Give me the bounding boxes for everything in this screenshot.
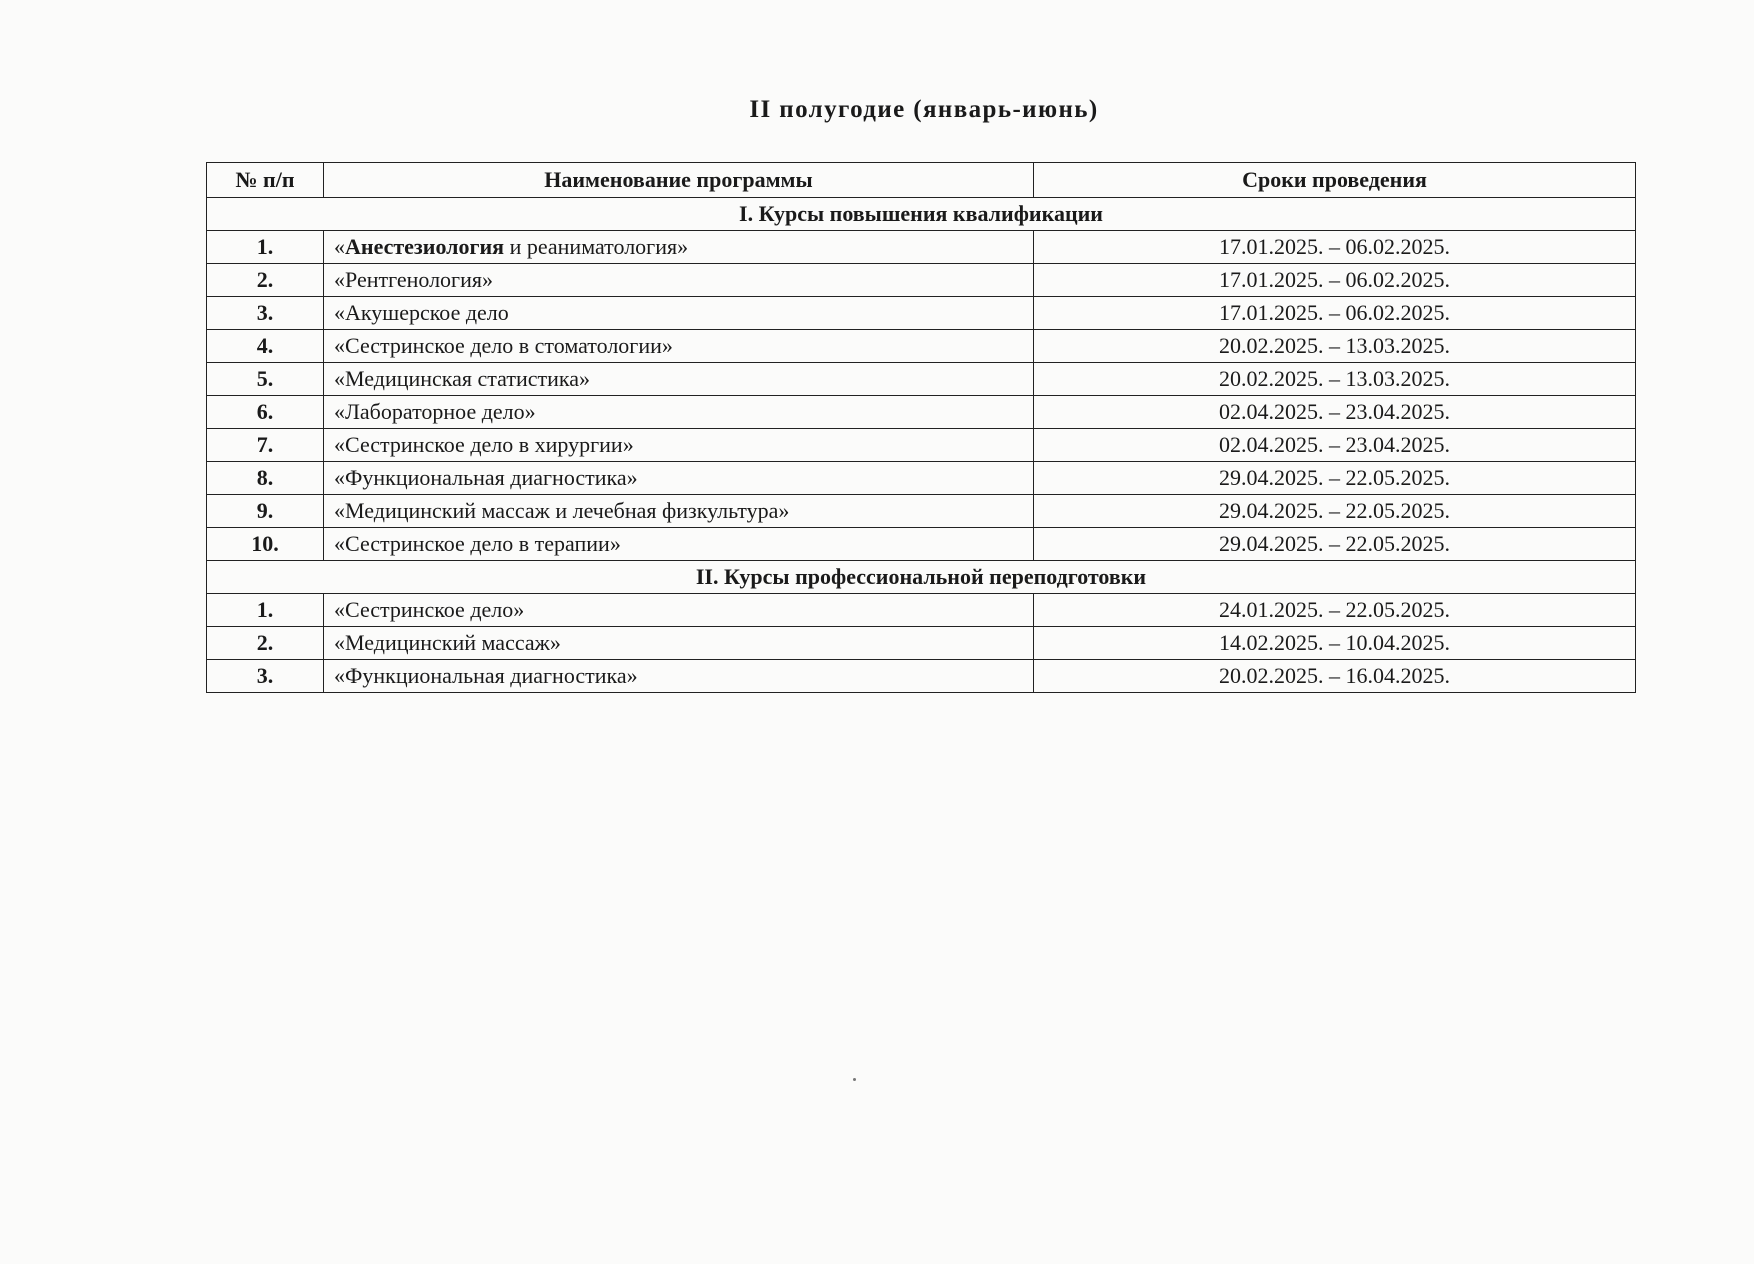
program-name: «Сестринское дело в хирургии» bbox=[324, 429, 1034, 462]
page-title: II полугодие (январь-июнь) bbox=[749, 96, 1099, 123]
table-row bbox=[207, 528, 1636, 561]
program-name: «Сестринское дело в стоматологии» bbox=[324, 330, 1034, 363]
table-row bbox=[207, 462, 1636, 495]
row-number: 10. bbox=[207, 528, 324, 561]
program-name-emphasis: Анестезиология bbox=[345, 234, 505, 259]
program-name: «Лабораторное дело» bbox=[324, 396, 1034, 429]
row-number: 1. bbox=[207, 231, 324, 264]
section-row bbox=[207, 198, 1636, 231]
row-number: 1. bbox=[207, 594, 324, 627]
program-name: «Рентгенология» bbox=[324, 264, 1034, 297]
table-row bbox=[207, 231, 1636, 264]
row-number: 3. bbox=[207, 660, 324, 693]
table-row bbox=[207, 396, 1636, 429]
program-name: «Акушерское дело bbox=[324, 297, 1034, 330]
table-row bbox=[207, 297, 1636, 330]
section-row bbox=[207, 561, 1636, 594]
row-number: 4. bbox=[207, 330, 324, 363]
row-number: 5. bbox=[207, 363, 324, 396]
header-number: № п/п bbox=[207, 163, 324, 198]
schedule-table bbox=[206, 162, 1636, 693]
program-dates: 29.04.2025. – 22.05.2025. bbox=[1034, 462, 1636, 495]
table-row bbox=[207, 264, 1636, 297]
program-dates: 17.01.2025. – 06.02.2025. bbox=[1034, 264, 1636, 297]
row-number: 2. bbox=[207, 264, 324, 297]
row-number: 6. bbox=[207, 396, 324, 429]
program-name: «Анестезиология и реаниматология» bbox=[324, 231, 1034, 264]
row-number: 7. bbox=[207, 429, 324, 462]
program-dates: 02.04.2025. – 23.04.2025. bbox=[1034, 396, 1636, 429]
table-row bbox=[207, 330, 1636, 363]
table-header-row bbox=[207, 163, 1636, 198]
row-number: 2. bbox=[207, 627, 324, 660]
program-dates: 20.02.2025. – 13.03.2025. bbox=[1034, 363, 1636, 396]
program-dates: 20.02.2025. – 16.04.2025. bbox=[1034, 660, 1636, 693]
program-dates: 29.04.2025. – 22.05.2025. bbox=[1034, 495, 1636, 528]
table-body bbox=[207, 198, 1636, 693]
row-number: 9. bbox=[207, 495, 324, 528]
program-name: «Функциональная диагностика» bbox=[324, 462, 1034, 495]
section-title: II. Курсы профессиональной переподготовки bbox=[207, 561, 1636, 594]
program-dates: 20.02.2025. – 13.03.2025. bbox=[1034, 330, 1636, 363]
row-number: 8. bbox=[207, 462, 324, 495]
program-name: «Медицинская статистика» bbox=[324, 363, 1034, 396]
row-number: 3. bbox=[207, 297, 324, 330]
program-name: «Функциональная диагностика» bbox=[324, 660, 1034, 693]
program-name: «Сестринское дело в терапии» bbox=[324, 528, 1034, 561]
program-dates: 02.04.2025. – 23.04.2025. bbox=[1034, 429, 1636, 462]
scan-speck bbox=[853, 1078, 856, 1081]
table-row bbox=[207, 495, 1636, 528]
program-dates: 24.01.2025. – 22.05.2025. bbox=[1034, 594, 1636, 627]
table-row bbox=[207, 429, 1636, 462]
table-row bbox=[207, 660, 1636, 693]
table-row bbox=[207, 627, 1636, 660]
table-row bbox=[207, 363, 1636, 396]
program-dates: 17.01.2025. – 06.02.2025. bbox=[1034, 231, 1636, 264]
program-name: «Сестринское дело» bbox=[324, 594, 1034, 627]
program-name: «Медицинский массаж и лечебная физкультура» bbox=[324, 495, 1034, 528]
program-name: «Медицинский массаж» bbox=[324, 627, 1034, 660]
section-title: I. Курсы повышения квалификации bbox=[207, 198, 1636, 231]
program-dates: 14.02.2025. – 10.04.2025. bbox=[1034, 627, 1636, 660]
program-dates: 29.04.2025. – 22.05.2025. bbox=[1034, 528, 1636, 561]
table-row bbox=[207, 594, 1636, 627]
header-dates: Сроки проведения bbox=[1034, 163, 1636, 198]
program-dates: 17.01.2025. – 06.02.2025. bbox=[1034, 297, 1636, 330]
header-program-name: Наименование программы bbox=[324, 163, 1034, 198]
